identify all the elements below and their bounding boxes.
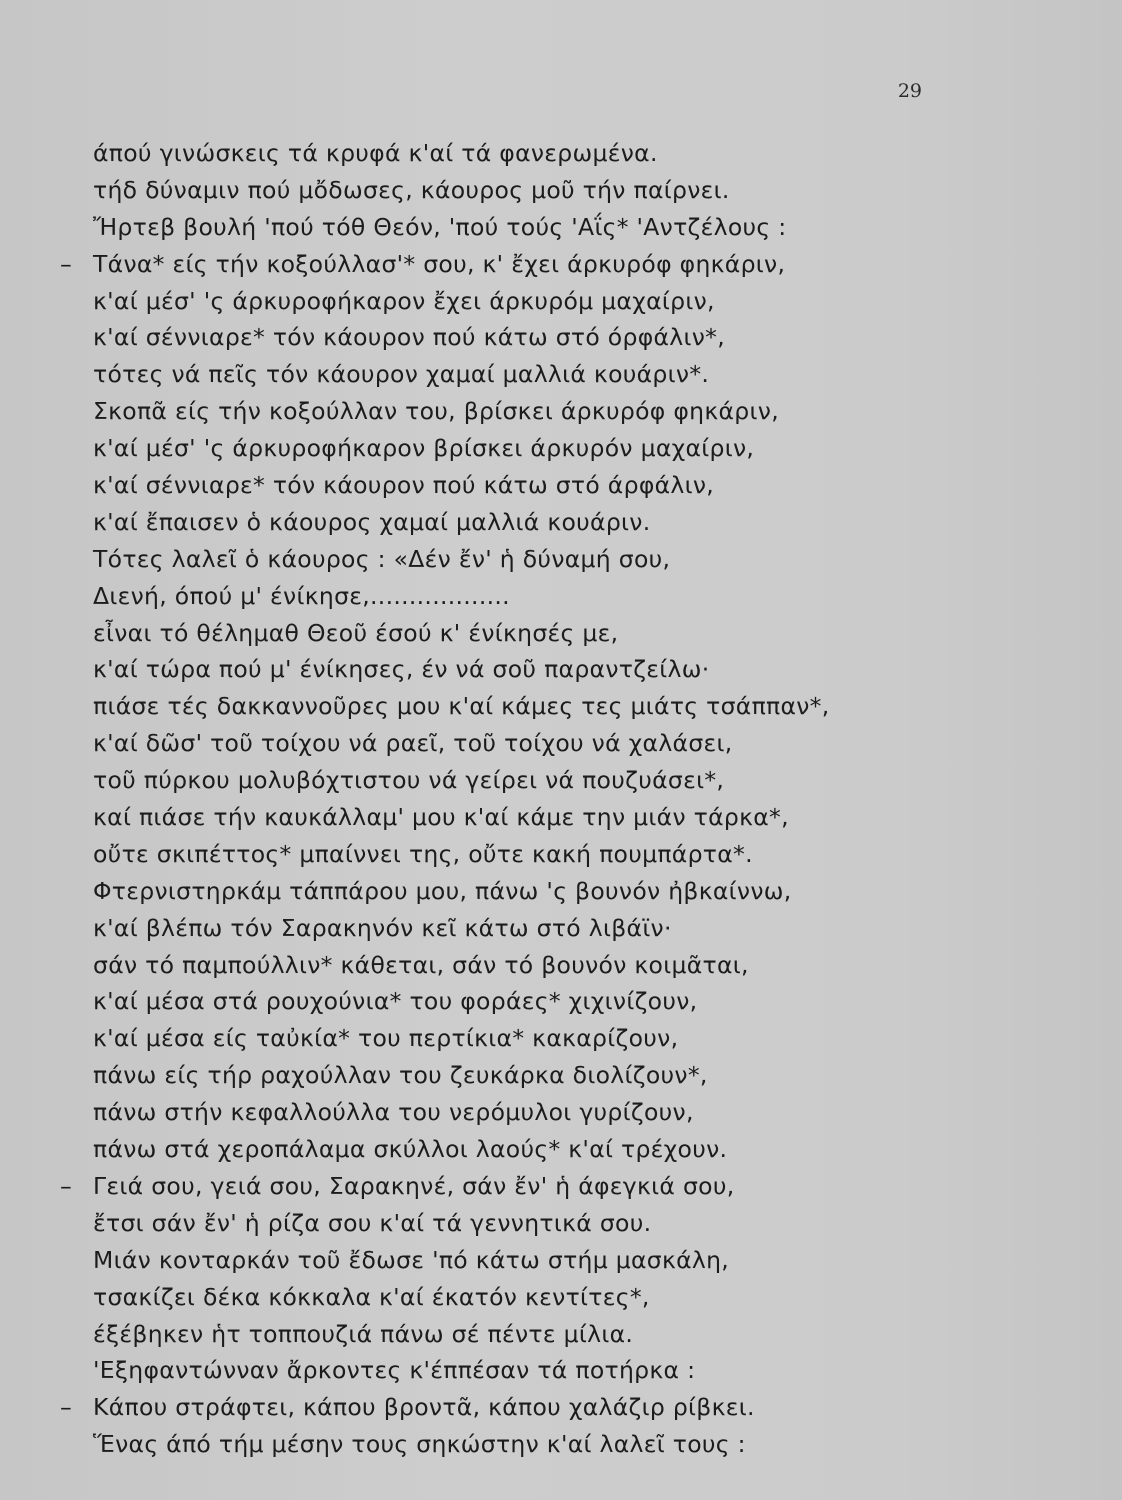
poem-line-text: ἔτσι σάν ἔν' ἡ ρίζα σου κ'αί τά γεννητικά σου. (93, 1208, 652, 1237)
poem-line (60, 393, 1060, 430)
poem-text (60, 135, 1060, 1463)
poem-line (60, 1279, 1060, 1316)
poem-line (60, 578, 1060, 615)
poem-line-text: πάνω στήν κεφαλλούλλα του νερόμυλοι γυρίζουν, (93, 1098, 694, 1127)
poem-line (60, 947, 1060, 984)
poem-line (60, 1242, 1060, 1279)
poem-line-text: κ'αί τώρα πού μ' ένίκησες, έν νά σοῦ παραντζείλω· (93, 655, 710, 684)
poem-line (60, 1057, 1060, 1094)
poem-line-text: Φτερνιστηρκάμ τάππάρου μου, πάνω 'ς βουνόν ἠβκαίννω, (93, 876, 792, 905)
page-number: 29 (897, 80, 922, 102)
poem-line-text: κ'αί μέσ' 'ς άρκυροφήκαρον ἔχει άρκυρόμ μαχαίριν, (93, 286, 715, 315)
poem-line (60, 799, 1060, 836)
poem-line-text: 'Εξηφαντώνναν ἄρκοντες κ'έππέσαν τά ποτήρκα : (93, 1356, 696, 1385)
poem-line-text: κ'αί μέσα είς ταὐκία* του περτίκια* κακαρίζουν, (93, 1024, 679, 1053)
poem-line (60, 1131, 1060, 1168)
poem-line (60, 541, 1060, 578)
poem-line-text: κ'αί σέννιαρε* τόν κάουρον πού κάτω στό όρφάλιν*, (93, 323, 725, 352)
poem-line-text: πιάσε τές δακκαννοῦρες μου κ'αί κάμες τες μιάτς τσάππαν*, (93, 692, 830, 721)
poem-line-text: κ'αί δῶσ' τοῦ τοίχου νά ραεῖ, τοῦ τοίχου νά χαλάσει, (93, 729, 733, 758)
poem-line (60, 651, 1060, 688)
poem-line (60, 873, 1060, 910)
poem-line (60, 135, 1060, 172)
poem-line (60, 1316, 1060, 1353)
poem-line (60, 1205, 1060, 1242)
poem-line-text: κ'αί μέσα στά ρουχούνια* του φοράες* χιχινίζουν, (93, 987, 698, 1016)
poem-line (60, 836, 1060, 873)
poem-line-text: Γειά σου, γειά σου, Σαρακηνέ, σάν ἔν' ἡ άφεγκιά σου, (93, 1171, 735, 1200)
poem-line-text: καί πιάσε τήν καυκάλλαμ' μου κ'αί κάμε την μιάν τάρκα*, (93, 803, 789, 832)
poem-line (60, 1020, 1060, 1057)
poem-line-text: κ'αί σέννιαρε* τόν κάουρον πού κάτω στό άρφάλιν, (93, 471, 715, 500)
poem-line (60, 172, 1060, 209)
poem-line-text: τότες νά πεῖς τόν κάουρον χαμαί μαλλιά κουάριν*. (93, 360, 710, 389)
poem-line (60, 762, 1060, 799)
poem-line-text: κ'αί ἔπαισεν ὁ κάουρος χαμαί μαλλιά κουάριν. (93, 507, 651, 536)
poem-line (60, 983, 1060, 1020)
poem-line (60, 725, 1060, 762)
poem-line (60, 467, 1060, 504)
poem-line (60, 1426, 1060, 1463)
poem-line (60, 430, 1060, 467)
poem-line-text: πάνω είς τήρ ραχούλλαν του ζευκάρκα διολίζουν*, (93, 1061, 708, 1090)
poem-line-text: Τάνα* είς τήν κοξούλλασ'* σου, κ' ἔχει άρκυρόφ φηκάριν, (93, 249, 786, 278)
poem-line (60, 356, 1060, 393)
dialogue-dash: – (60, 249, 73, 278)
poem-line-text: Τότες λαλεῖ ὁ κάουρος : «Δέν ἔν' ἡ δύναμή σου, (93, 544, 671, 573)
poem-line-text: εἶναι τό θέλημαθ Θεοῦ έσού κ' ένίκησές με, (93, 618, 619, 647)
poem-line-text: Κάπου στράφτει, κάπου βροντᾶ, κάπου χαλάζιρ ρίβκει. (93, 1393, 755, 1422)
poem-line (60, 615, 1060, 652)
poem-line-text: τσακίζει δέκα κόκκαλα κ'αί έκατόν κεντίτες*, (93, 1282, 650, 1311)
dialogue-dash: – (60, 1171, 73, 1200)
poem-line (60, 1094, 1060, 1131)
poem-line-text: οὔτε σκιπέττος* μπαίννει της, οὔτε κακή πουμπάρτα*. (93, 839, 753, 868)
poem-line-text: πάνω στά χεροπάλαμα σκύλλοι λαούς* κ'αί τρέχουν. (93, 1135, 728, 1164)
poem-line-text: τήδ δύναμιν πού μὄδωσες, κάουρος μοῦ τήν παίρνει. (93, 175, 730, 204)
poem-line (60, 688, 1060, 725)
poem-line-text: Μιάν κονταρκάν τοῦ ἔδωσε 'πό κάτω στήμ μασκάλη, (93, 1245, 730, 1274)
poem-line (60, 209, 1060, 246)
poem-line-text: άπού γινώσκεις τά κρυφά κ'αί τά φανερωμένα. (93, 139, 658, 167)
poem-line-text: Ἕνας άπό τήμ μέσην τους σηκώστην κ'αί λαλεῖ τους : (93, 1430, 746, 1459)
poem-line (60, 319, 1060, 356)
poem-line (60, 504, 1060, 541)
poem-line-text: σάν τό παμπούλλιν* κάθεται, σάν τό βουνόν κοιμᾶται, (93, 950, 749, 979)
poem-line-text: Διενή, όπού μ' ένίκησε,.................. (93, 581, 510, 610)
poem-line-text: τοῦ πύρκου μολυβόχτιστου νά γείρει νά πουζυάσει*, (93, 766, 725, 795)
poem-line (60, 1389, 1060, 1426)
poem-line (60, 283, 1060, 320)
poem-line (60, 1168, 1060, 1205)
poem-line (60, 246, 1060, 283)
poem-line-text: Ἤρτεβ βουλή 'πού τόθ Θεόν, 'πού τούς 'Αΐς* 'Αντζέλους : (93, 212, 787, 241)
poem-line-text: έξέβηκεν ἡτ τοππουζιά πάνω σέ πέντε μίλια. (93, 1319, 634, 1348)
poem-line-text: κ'αί βλέπω τόν Σαρακηνόν κεῖ κάτω στό λιβάϊν· (93, 913, 672, 942)
dialogue-dash: – (60, 1393, 73, 1422)
poem-line-text: Σκοπᾶ είς τήν κοξούλλαν του, βρίσκει άρκυρόφ φηκάριν, (93, 397, 779, 426)
poem-line (60, 910, 1060, 947)
poem-line (60, 1352, 1060, 1389)
poem-line-text: κ'αί μέσ' 'ς άρκυροφήκαρον βρίσκει άρκυρόν μαχαίριν, (93, 434, 755, 463)
